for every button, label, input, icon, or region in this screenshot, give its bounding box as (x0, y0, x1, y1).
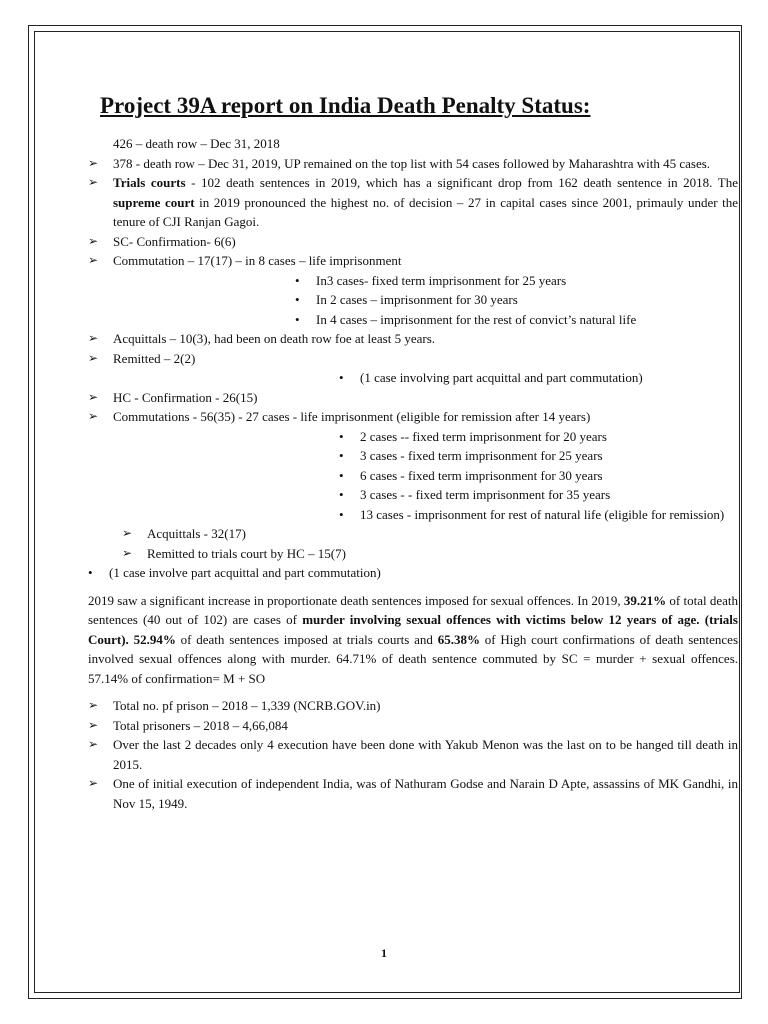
list-item: ➢ SC- Confirmation- 6(6) (88, 232, 738, 252)
remitted-sublist (360, 368, 738, 388)
list-item: • In3 cases- fixed term imprisonment for 25 years (316, 271, 738, 291)
list-item: ➢ One of initial execution of independent India, was of Nathuram Godse and Narain D Apte, assassins of MK Gandhi, in Nov 15, 1949. (88, 774, 738, 813)
list-item: ➢ Remitted to trials court by HC – 15(7) (122, 544, 738, 564)
outer-bullet-list (109, 563, 738, 583)
hc-commutation-sublist (360, 427, 738, 525)
list-item: • (1 case involve part acquittal and part commutation) (109, 563, 738, 583)
list-item: ➢ Commutation – 17(17) – in 8 cases – life imprisonment (88, 251, 738, 271)
list-item: • 2 cases -- fixed term imprisonment for 20 years (360, 427, 738, 447)
list-item: • In 2 cases – imprisonment for 30 years (316, 290, 738, 310)
hc-list (88, 388, 738, 427)
list-item: ➢ Remitted – 2(2) (88, 349, 738, 369)
list-item: • 6 cases - fixed term imprisonment for 30 years (360, 466, 738, 486)
list-item: ➢ Total no. pf prison – 2018 – 1,339 (NCRB.GOV.in) (88, 696, 738, 716)
hc-arrow-sublist (122, 524, 738, 563)
list-item: ➢ Acquittals – 10(3), had been on death row foe at least 5 years. (88, 329, 738, 349)
list-item: • (1 case involving part acquittal and part commutation) (360, 368, 738, 388)
list-item: ➢ Over the last 2 decades only 4 execution have been done with Yakub Menon was the last on to be hanged till death in 2015. (88, 735, 738, 774)
list-item: ➢ Trials courts - 102 death sentences in 2019, which has a significant drop from 162 death sentence in 2018. The supreme court in 2019 pronounced the highest no. of decision – 27 in capital cases since 2001, primauly under the tenure of CJI Ranjan Gagoi. (88, 173, 738, 232)
document-title: Project 39A report on India Death Penalty Status: (100, 93, 591, 118)
prison-stats-list (88, 696, 738, 813)
list-item: ➢ HC - Confirmation - 26(15) (88, 388, 738, 408)
list-item: ➢ Commutations - 56(35) - 27 cases - life imprisonment (eligible for remission after 14 years) (88, 407, 738, 427)
list-item: ➢ Acquittals - 32(17) (122, 524, 738, 544)
main-list (88, 154, 738, 271)
list-item: • 3 cases - fixed term imprisonment for 25 years (360, 446, 738, 466)
acquittal-list (88, 329, 738, 368)
document-page (88, 92, 738, 992)
list-item: • In 4 cases – imprisonment for the rest of convict’s natural life (316, 310, 738, 330)
page-number: 1 (381, 946, 387, 960)
intro-line: 426 – death row – Dec 31, 2018 (113, 136, 280, 151)
commutation-sublist (316, 271, 738, 330)
list-item: ➢ 378 - death row – Dec 31, 2019, UP remained on the top list with 54 cases followed by Maharashtra with 45 cases. (88, 154, 738, 174)
sexual-offences-paragraph: 2019 saw a significant increase in proportionate death sentences imposed for sexual offences. In 2019, 39.21% of total death sentences (40 out of 102) are cases of murder involving sexual offences with victims below 12 years of age. (trials Court). 52.94% of death sentences imposed at trials courts and 65.38% of High court confirmations of death sentences involved sexual offences along with murder. 64.71% of death sentence commuted by SC = murder + sexual offences. 57.14% of confirmation= M + SO (88, 592, 738, 686)
list-item: • 3 cases - - fixed term imprisonment for 35 years (360, 485, 738, 505)
list-item: • 13 cases - imprisonment for rest of natural life (eligible for remission) (360, 505, 738, 525)
list-item: ➢ Total prisoners – 2018 – 4,66,084 (88, 716, 738, 736)
